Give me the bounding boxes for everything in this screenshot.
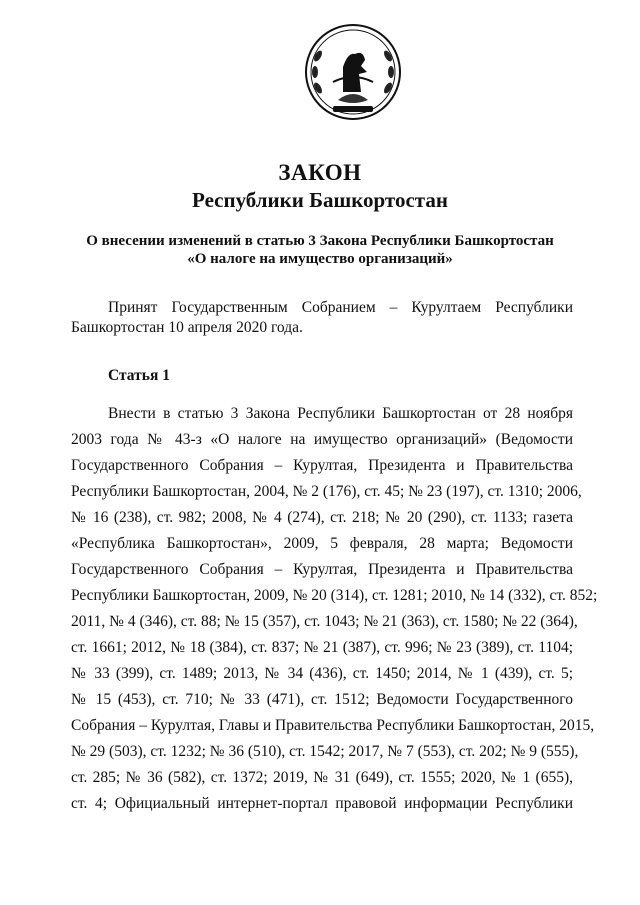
article-line: № 29 (503), ст. 1232; № 36 (510), ст. 1542; 2017, № 7 (553), ст. 202; № 9 (555),: [71, 743, 579, 760]
article-line: 2003 года № 43-з «О налоге на имущество организаций» (Ведомости: [71, 431, 573, 448]
article-line: Государственного Собрания – Курултая, Президента и Правительства: [71, 561, 573, 578]
article-heading: Статья 1: [108, 367, 170, 384]
law-title-line-1: О внесении изменений в статью 3 Закона Республики Башкортостан: [86, 233, 554, 249]
article-line: ст. 4; Официальный интернет-портал правовой информации Республики: [71, 795, 573, 812]
adoption-line-1: Принят Государственным Собранием – Курултаем Республики: [108, 299, 573, 316]
article-line: 2011, № 4 (346), ст. 88; № 15 (357), ст. 1043; № 21 (363), ст. 1580; № 22 (364),: [71, 613, 578, 630]
article-line: Собрания – Курултая, Главы и Правительства Республики Башкортостан, 2015,: [71, 717, 595, 734]
article-line: ст. 285; № 36 (582), ст. 1372; 2019, № 31 (649), ст. 1555; 2020, № 1 (655),: [71, 769, 573, 786]
law-title-line-2: «О налоге на имущество организаций»: [187, 251, 453, 267]
article-line: ст. 1661; 2012, № 18 (384), ст. 837; № 21 (387), ст. 996; № 23 (389), ст. 1104;: [71, 639, 573, 656]
document-title: ЗАКОН: [278, 160, 362, 185]
article-line: «Республика Башкортостан», 2009, 5 февраля, 28 марта; Ведомости: [71, 535, 573, 552]
article-line: Республики Башкортостан, 2004, № 2 (176), ст. 45; № 23 (197), ст. 1310; 2006,: [71, 483, 582, 500]
article-line: Государственного Собрания – Курултая, Президента и Правительства: [71, 457, 573, 474]
article-line: Внести в статью 3 Закона Республики Башкортостан от 28 ноября: [108, 405, 573, 422]
article-line: № 33 (399), ст. 1489; 2013, № 34 (436), ст. 1450; 2014, № 1 (439), ст. 5;: [71, 665, 573, 682]
bashkortostan-coat-of-arms-icon: [303, 22, 403, 122]
article-line: Республики Башкортостан, 2009, № 20 (314), ст. 1281; 2010, № 14 (332), ст. 852;: [71, 587, 598, 604]
document-subtitle: Республики Башкортостан: [192, 188, 448, 212]
article-line: № 15 (453), ст. 710; № 33 (471), ст. 1512; Ведомости Государственного: [71, 691, 573, 708]
article-line: № 16 (238), ст. 982; 2008, № 4 (274), ст. 218; № 20 (290), ст. 1133; газета: [71, 509, 573, 526]
adoption-line-2: Башкортостан 10 апреля 2020 года.: [71, 319, 303, 336]
